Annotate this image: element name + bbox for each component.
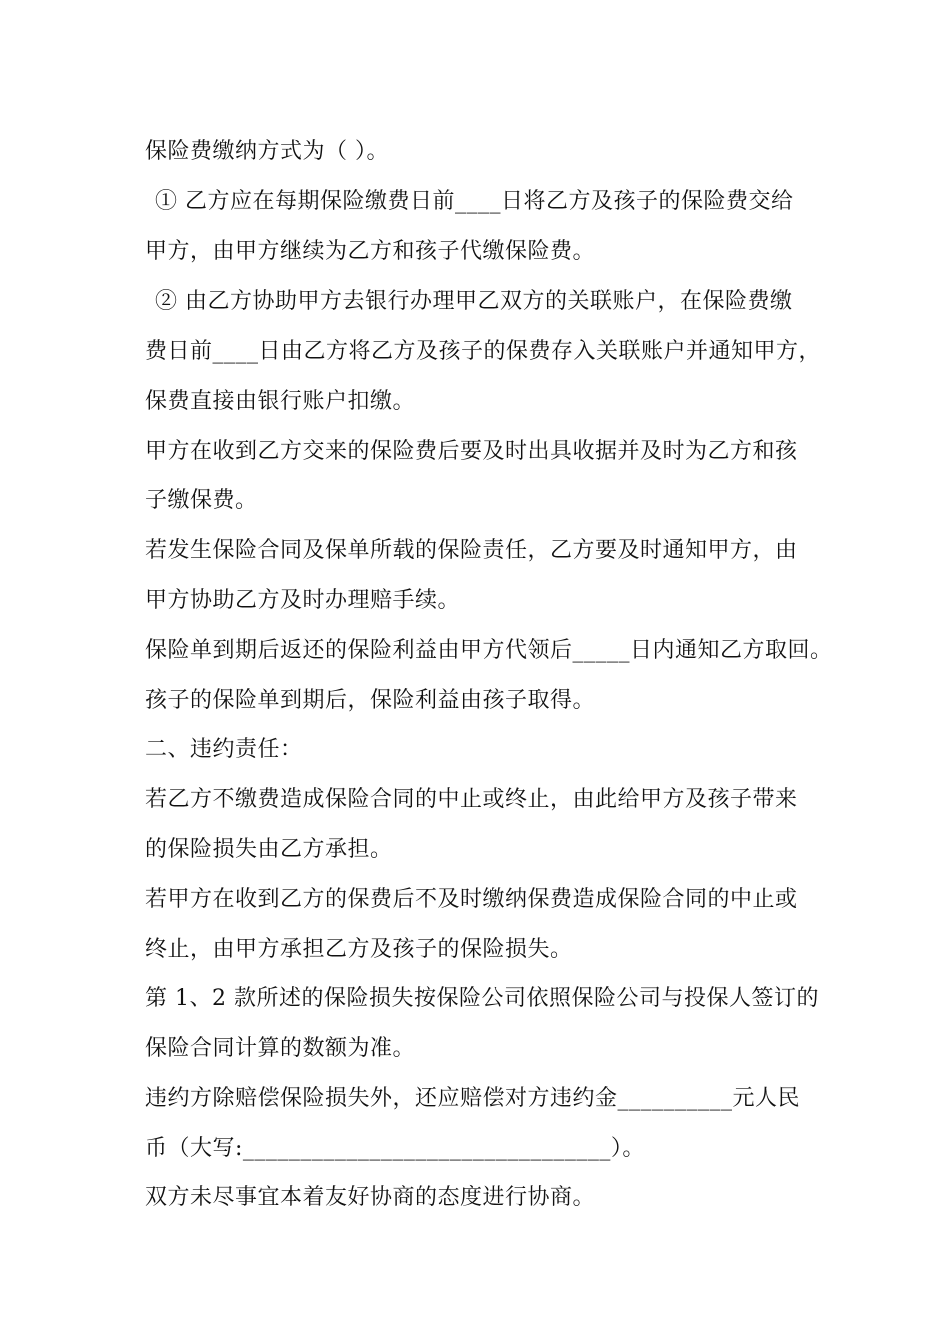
text-line: 保险合同计算的数额为准。 — [145, 1036, 416, 1061]
text-line: 费日前____日由乙方将乙方及孩子的保费存入关联账户并通知甲方， — [145, 339, 822, 364]
text-line: 甲方协助乙方及时办理赔手续。 — [145, 588, 461, 613]
text-line: 甲方在收到乙方交来的保险费后要及时出具收据并及时为乙方和孩 — [145, 439, 798, 464]
text-line: 币（大写:________________________________）。 — [145, 1136, 645, 1161]
text-line: 终止，由甲方承担乙方及孩子的保险损失。 — [145, 937, 573, 962]
text-line: 子缴保费。 — [145, 488, 258, 513]
text-line: 若乙方不缴费造成保险合同的中止或终止，由此给甲方及孩子带来 — [145, 787, 798, 812]
text-line: 的保险损失由乙方承担。 — [145, 837, 393, 862]
text-line: 甲方，由甲方继续为乙方和孩子代缴保险费。 — [145, 239, 596, 264]
text-line: 第 1、2 款所述的保险损失按保险公司依照保险公司与投保人签订的 — [145, 986, 819, 1011]
text-line: 若甲方在收到乙方的保费后不及时缴纳保费造成保险合同的中止或 — [145, 887, 798, 912]
text-line: 违约方除赔偿保险损失外，还应赔偿对方违约金__________元人民 — [145, 1086, 801, 1111]
text-line: 保险单到期后返还的保险利益由甲方代领后_____日内通知乙方取回。 — [145, 638, 833, 663]
section-heading: 二、违约责任： — [145, 737, 303, 762]
text-line: 保险费缴纳方式为（ ）。 — [145, 139, 389, 164]
text-line: 保费直接由银行账户扣缴。 — [145, 389, 416, 414]
text-line: 双方未尽事宜本着友好协商的态度进行协商。 — [145, 1185, 596, 1210]
text-line: 孩子的保险单到期后，保险利益由孩子取得。 — [145, 688, 596, 713]
text-line: ② 由乙方协助甲方去银行办理甲乙双方的关联账户，在保险费缴 — [155, 289, 793, 314]
text-line: 若发生保险合同及保单所载的保险责任，乙方要及时通知甲方，由 — [145, 538, 798, 563]
text-line: ① 乙方应在每期保险缴费日前____日将乙方及孩子的保险费交给 — [155, 189, 794, 214]
